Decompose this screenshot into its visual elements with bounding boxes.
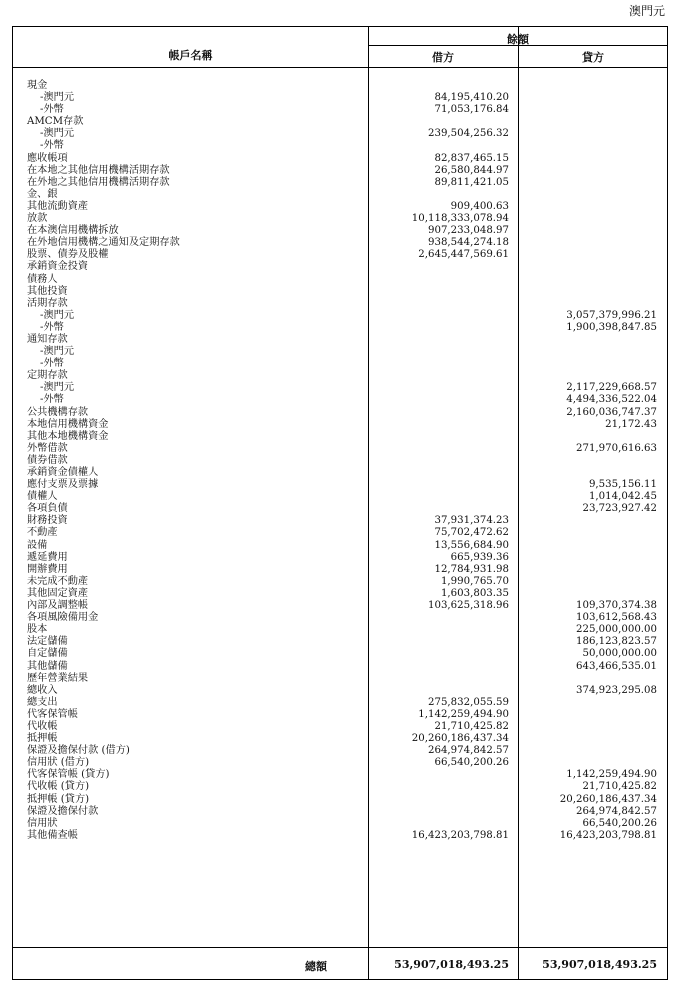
table-row	[13, 165, 667, 177]
debit-amount: 275,832,055.59	[427, 696, 509, 708]
trial-balance-table	[12, 26, 668, 980]
credit-amount: 225,000,000.00	[575, 624, 657, 636]
credit-amount: 643,466,535.01	[575, 660, 657, 672]
account-name: 內部及調整帳	[27, 600, 89, 612]
account-name: 股本	[27, 624, 48, 636]
table-row	[13, 515, 667, 527]
credit-header: 貸方	[582, 51, 604, 64]
table-row	[13, 298, 667, 310]
table-row	[13, 769, 667, 781]
debit-amount: 665,939.36	[450, 551, 509, 563]
credit-amount: 271,970,616.63	[575, 442, 657, 454]
table-row	[13, 274, 667, 286]
credit-amount: 66,540,200.26	[582, 817, 657, 829]
account-name: -澳門元	[40, 128, 75, 140]
table-row	[13, 745, 667, 757]
credit-amount: 264,974,842.57	[575, 805, 657, 817]
table-row	[13, 80, 667, 92]
table-row	[13, 757, 667, 769]
table-row	[13, 189, 667, 201]
credit-amount: 103,612,568.43	[575, 612, 657, 624]
account-name: 其他固定資產	[27, 587, 89, 599]
credit-amount: 16,423,203,798.81	[559, 829, 657, 841]
table-row	[13, 140, 667, 152]
account-name: 其他流動資產	[27, 200, 89, 212]
debit-amount: 12,784,931.98	[434, 563, 509, 575]
table-row	[13, 673, 667, 685]
debit-amount: 103,625,318.96	[427, 600, 509, 612]
total-label: 總額	[305, 960, 327, 973]
table-row	[13, 358, 667, 370]
table-row	[13, 249, 667, 261]
account-name: 其他本地機構資金	[27, 430, 109, 442]
account-name: 公共機構存款	[27, 406, 89, 418]
debit-amount: 75,702,472.62	[434, 527, 509, 539]
account-name: AMCM存款	[27, 116, 84, 128]
table-row	[13, 407, 667, 419]
account-name: 未完成不動產	[27, 575, 89, 587]
account-name: 現金	[27, 80, 48, 91]
table-row	[13, 201, 667, 213]
table-row	[13, 334, 667, 346]
debit-amount: 239,504,256.32	[427, 128, 509, 140]
account-name: 債權人	[27, 491, 58, 503]
account-name: 定期存款	[27, 370, 68, 382]
table-row	[13, 636, 667, 648]
account-name: -澳門元	[40, 92, 75, 104]
table-row	[13, 661, 667, 673]
header-rule	[13, 67, 667, 68]
table-row	[13, 394, 667, 406]
total-debit: 53,907,018,493.25	[394, 958, 509, 971]
debit-amount: 16,423,203,798.81	[411, 829, 509, 841]
debit-amount: 938,544,274.18	[427, 237, 509, 249]
table-row	[13, 467, 667, 479]
account-name: 債務人	[27, 273, 58, 285]
table-row	[13, 830, 667, 842]
table-row	[13, 128, 667, 140]
account-name: 抵押帳	[27, 733, 58, 745]
table-row	[13, 116, 667, 128]
account-name: -澳門元	[40, 309, 75, 321]
table-row	[13, 806, 667, 818]
table-row	[13, 479, 667, 491]
account-name: 保證及擔保付款	[27, 805, 99, 817]
account-name: 應收帳項	[27, 152, 68, 164]
debit-amount: 909,400.63	[450, 200, 509, 212]
account-name: 金、銀	[27, 188, 58, 200]
debit-amount: 20,260,186,437.34	[411, 733, 509, 745]
table-row	[13, 382, 667, 394]
credit-amount: 9,535,156.11	[588, 479, 657, 491]
account-name: 總支出	[27, 696, 58, 708]
table-row	[13, 612, 667, 624]
account-name: 外幣借款	[27, 442, 68, 454]
account-name: 在本澳信用機構拆放	[27, 225, 119, 237]
table-row	[13, 818, 667, 830]
account-name: -澳門元	[40, 382, 75, 394]
account-name: 代收帳	[27, 720, 58, 732]
account-name: 股票、債券及股權	[27, 249, 109, 261]
debit-amount: 907,233,048.97	[427, 225, 509, 237]
table-row	[13, 576, 667, 588]
table-row	[13, 781, 667, 793]
account-name: 不動產	[27, 527, 58, 539]
debit-amount: 13,556,684.90	[434, 539, 509, 551]
table-row	[13, 104, 667, 116]
debit-amount: 89,811,421.05	[434, 176, 509, 188]
account-name: 總收入	[27, 684, 58, 696]
account-name: 其他儲備	[27, 660, 68, 672]
account-name: 代客保管帳	[27, 708, 78, 720]
credit-amount: 4,494,336,522.04	[566, 394, 657, 406]
table-row	[13, 527, 667, 539]
credit-amount: 2,117,229,668.57	[566, 382, 657, 394]
debit-amount: 71,053,176.84	[434, 104, 509, 116]
currency-unit: 澳門元	[628, 4, 665, 18]
debit-amount: 82,837,465.15	[434, 152, 509, 164]
credit-amount: 21,710,425.82	[582, 781, 657, 793]
credit-amount: 20,260,186,437.34	[559, 793, 657, 805]
table-row	[13, 225, 667, 237]
account-name: 其他備查帳	[27, 829, 78, 841]
account-name: 在外地信用機構之通知及定期存款	[27, 237, 180, 249]
table-row	[13, 92, 667, 104]
table-row	[13, 431, 667, 443]
total-credit: 53,907,018,493.25	[542, 958, 657, 971]
account-name: 承銷資金投資	[27, 261, 89, 273]
account-name: 承銷資金債權人	[27, 467, 99, 478]
table-row	[13, 721, 667, 733]
debit-amount: 66,540,200.26	[434, 757, 509, 769]
debit-amount: 84,195,410.20	[434, 92, 509, 104]
table-row	[13, 177, 667, 189]
account-name-header: 帳戶名稱	[168, 49, 213, 62]
table-row	[13, 322, 667, 334]
table-row	[13, 564, 667, 576]
account-name: 各項負債	[27, 503, 68, 515]
debit-amount: 26,580,844.97	[434, 164, 509, 176]
credit-amount: 109,370,374.38	[575, 600, 657, 612]
table-row	[13, 588, 667, 600]
account-name: 遞延費用	[27, 551, 68, 563]
account-name: 自定儲備	[27, 648, 68, 660]
account-name: 活期存款	[27, 297, 68, 309]
account-name: 在外地之其他信用機構活期存款	[27, 176, 170, 188]
account-name: 設備	[27, 539, 48, 551]
table-row	[13, 733, 667, 745]
table-row	[13, 153, 667, 165]
account-name: -外幣	[40, 358, 64, 370]
account-name: 代收帳 (貸方)	[27, 781, 90, 793]
account-rows	[13, 80, 667, 842]
table-row	[13, 503, 667, 515]
account-name: 代客保管帳 (貸方)	[27, 769, 110, 781]
table-row	[13, 685, 667, 697]
table-row	[13, 346, 667, 358]
account-name: 本地信用機構資金	[27, 418, 109, 430]
credit-amount: 3,057,379,996.21	[566, 309, 657, 321]
account-name: 通知存款	[27, 333, 68, 345]
credit-amount: 1,142,259,494.90	[566, 769, 657, 781]
table-row	[13, 540, 667, 552]
debit-amount: 1,142,259,494.90	[418, 708, 509, 720]
totals-row	[13, 949, 667, 979]
debit-amount: 21,710,425.82	[434, 720, 509, 732]
account-name: 開辦費用	[27, 563, 68, 575]
table-row	[13, 624, 667, 636]
account-name: 在本地之其他信用機構活期存款	[27, 164, 170, 176]
credit-amount: 1,014,042.45	[588, 491, 657, 503]
account-name: 放款	[27, 213, 48, 225]
account-name: 信用狀 (借方)	[27, 757, 90, 769]
account-name: -澳門元	[40, 346, 75, 358]
table-row	[13, 286, 667, 298]
debit-amount: 37,931,374.23	[434, 515, 509, 527]
table-row	[13, 648, 667, 660]
table-row	[13, 600, 667, 612]
table-row	[13, 491, 667, 503]
footer-rule	[13, 947, 667, 948]
credit-amount: 186,123,823.57	[575, 636, 657, 648]
account-name: 歷年營業結果	[27, 672, 89, 684]
balance-header: 餘額	[507, 33, 529, 46]
account-name: -外幣	[40, 104, 64, 116]
table-row	[13, 213, 667, 225]
account-name: 信用狀	[27, 817, 58, 829]
table-row	[13, 552, 667, 564]
credit-amount: 1,900,398,847.85	[566, 321, 657, 333]
debit-amount: 1,990,765.70	[440, 575, 509, 587]
account-name: 保證及擔保付款 (借方)	[27, 745, 130, 757]
table-row	[13, 709, 667, 721]
account-name: -外幣	[40, 321, 64, 333]
table-row	[13, 370, 667, 382]
account-name: 債券借款	[27, 454, 68, 466]
account-name: 法定儲備	[27, 636, 68, 648]
table-row	[13, 697, 667, 709]
debit-header: 借方	[432, 51, 454, 64]
table-row	[13, 419, 667, 431]
table-row	[13, 237, 667, 249]
account-name: 其他投資	[27, 285, 68, 297]
credit-amount: 2,160,036,747.37	[566, 406, 657, 418]
debit-amount: 264,974,842.57	[427, 745, 509, 757]
table-row	[13, 443, 667, 455]
table-row	[13, 794, 667, 806]
account-name: -外幣	[40, 140, 64, 152]
credit-amount: 50,000,000.00	[582, 648, 657, 660]
debit-amount: 2,645,447,569.61	[418, 249, 509, 261]
credit-amount: 23,723,927.42	[582, 503, 657, 515]
account-name: 應付支票及票據	[27, 479, 99, 491]
account-name: 財務投資	[27, 515, 68, 527]
debit-amount: 1,603,803.35	[440, 587, 509, 599]
account-name: -外幣	[40, 394, 64, 406]
credit-amount: 374,923,295.08	[575, 684, 657, 696]
account-name: 各項風險備用金	[27, 612, 99, 624]
table-row	[13, 455, 667, 467]
table-row	[13, 310, 667, 322]
credit-amount: 21,172.43	[605, 418, 657, 430]
table-row	[13, 261, 667, 273]
debit-amount: 10,118,333,078.94	[411, 213, 509, 225]
account-name: 抵押帳 (貸方)	[27, 793, 90, 805]
